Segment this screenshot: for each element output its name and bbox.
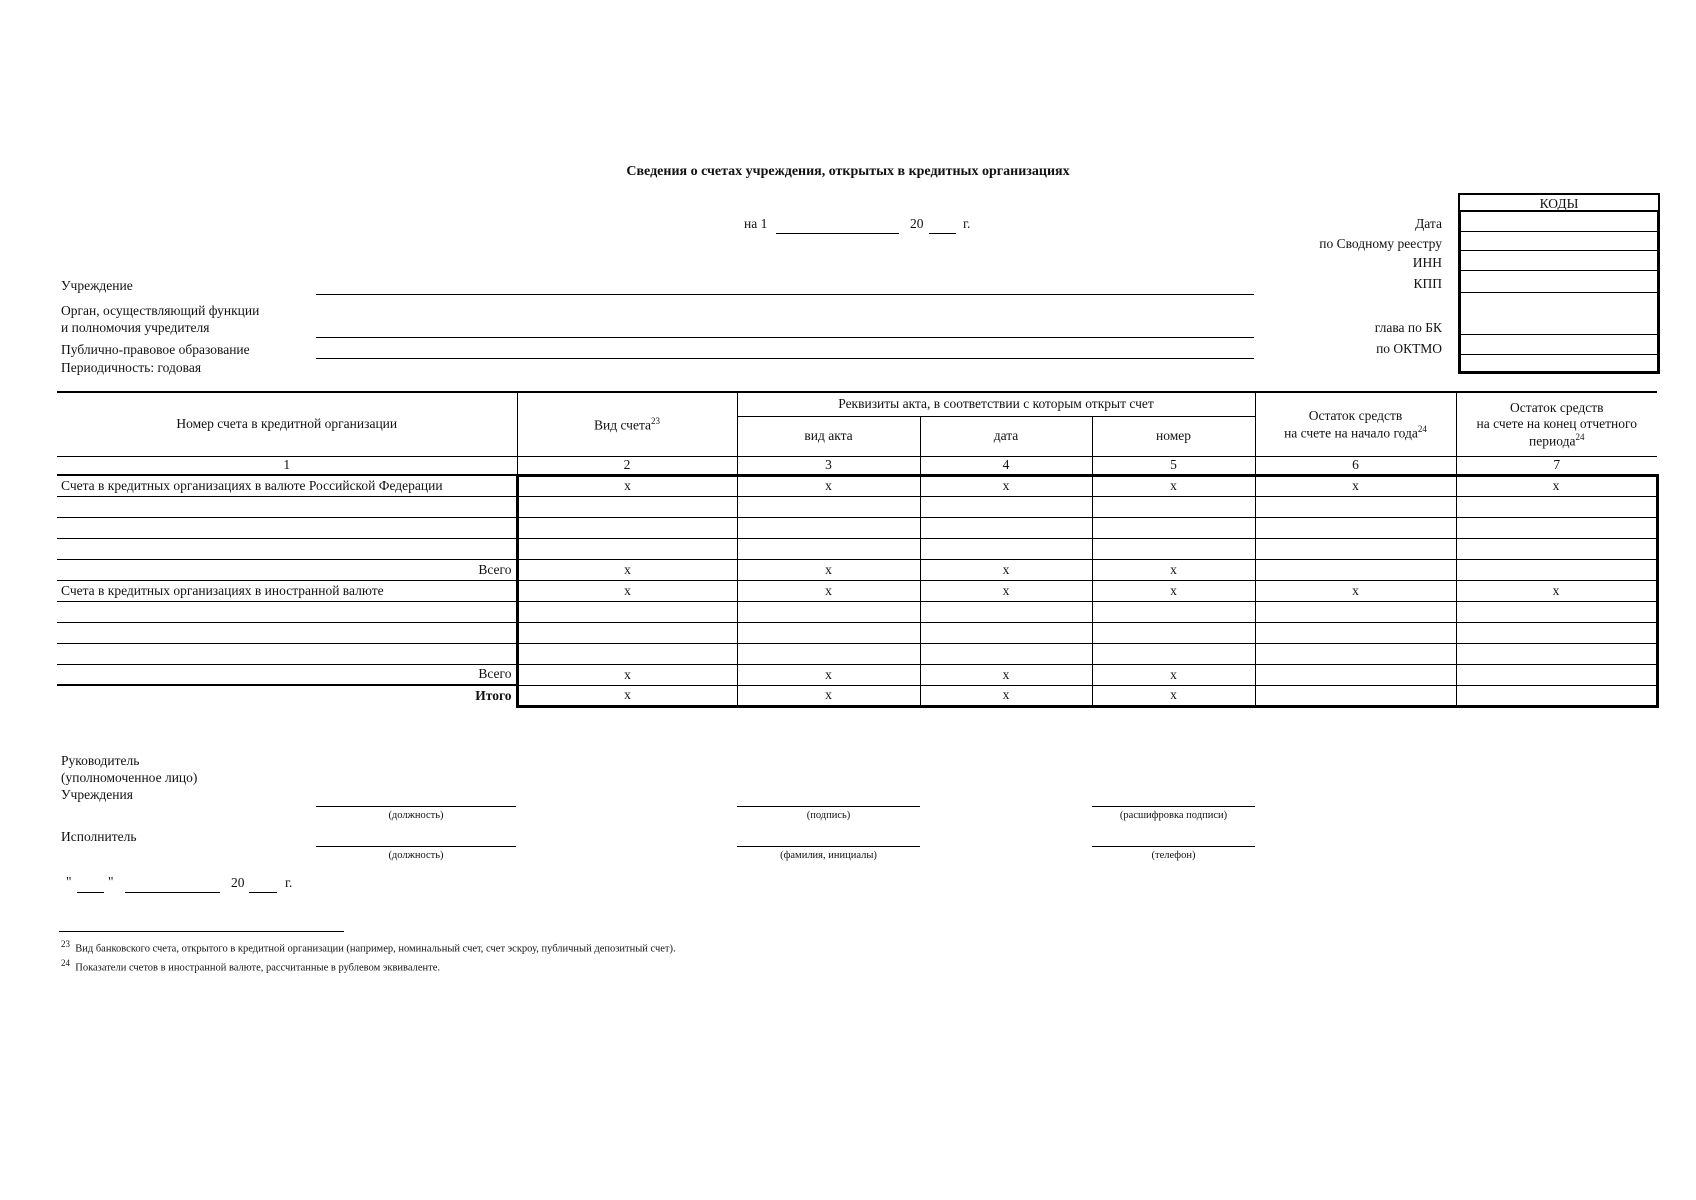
executor-phone-caption: (телефон) [1151,850,1196,861]
x-mark: x [1255,475,1456,496]
data-cell[interactable] [517,601,737,622]
header-balance-start [1255,392,1456,456]
column-number: 3 [737,456,920,475]
header-balance-start-line2-wrap [1260,424,1452,442]
accounts-table [57,391,1659,708]
data-cell[interactable] [1255,643,1456,664]
data-cell[interactable] [737,496,920,517]
header-balance-end-line2: на счете на конец отчетного [1476,415,1637,431]
header-account-number: Номер счета в кредитной организации [57,392,517,456]
head-signature-line[interactable] [737,806,920,807]
header-balance-end [1456,392,1657,456]
x-mark: x [920,664,1092,685]
x-mark: x [737,559,920,580]
code-cell-registry[interactable] [1461,232,1657,251]
column-number: 7 [1456,456,1657,475]
header-account-type [517,392,737,456]
header-act-details: Реквизиты акта, в соответствии с которым открыт счет [737,392,1255,416]
table-row [57,601,1657,622]
date-year-line[interactable] [929,233,956,234]
x-mark: x [1092,580,1255,601]
data-cell[interactable] [1255,559,1456,580]
data-cell[interactable] [517,517,737,538]
x-mark: x [920,685,1092,706]
table-row [57,622,1657,643]
footnote-24-text: Показатели счетов в иностранной валюте, рассчитанные в рублевом эквиваленте. [75,962,441,974]
date-quote-open: " [66,874,72,889]
executor-phone-line[interactable] [1092,846,1255,847]
footnote-23-text: Вид банковского счета, открытого в кредитной организации (например, номинальный счет, счет эскроу, публичный депозитный счет). [75,943,676,955]
institution-line[interactable] [316,294,1254,295]
data-cell[interactable] [1092,517,1255,538]
periodicity-label: Периодичность: годовая [61,360,202,375]
code-label-date: Дата [1415,216,1442,231]
sign-date-day-line[interactable] [77,892,104,893]
total-label: Всего [57,664,517,685]
header-balance-end-note: 24 [1575,431,1585,442]
x-mark: x [737,475,920,496]
total-row-foreign [57,664,1657,685]
code-cell-periodicity[interactable] [1461,355,1657,371]
section-row-rub [57,475,1657,496]
data-cell[interactable] [920,496,1092,517]
head-position-caption: (должность) [388,810,444,821]
header-account-type-text: Вид счета [593,417,652,432]
x-mark: x [517,580,737,601]
date-quote-close: " [108,874,114,889]
x-mark: x [920,580,1092,601]
data-cell[interactable] [1092,538,1255,559]
data-cell[interactable] [517,643,737,664]
date-prefix: на 1 [744,216,768,231]
date-day-month-line[interactable] [776,233,899,234]
code-label-bk: глава по БК [1374,320,1442,335]
code-cell-bk[interactable] [1461,293,1657,335]
head-signature-caption: (подпись) [806,810,851,821]
data-cell[interactable] [920,517,1092,538]
header-account-type-note: 23 [651,415,661,426]
footnote-23-num: 23 [61,939,70,949]
x-mark: x [517,664,737,685]
data-cell[interactable] [737,643,920,664]
column-number: 1 [57,456,517,475]
head-decoding-line[interactable] [1092,806,1255,807]
head-label-line2: (уполномоченное лицо) [61,770,198,785]
x-mark: x [1092,685,1255,706]
date-suffix: г. [963,216,971,231]
executor-position-line[interactable] [316,846,516,847]
section-label-rub: Счета в кредитных организациях в валюте Российской Федерации [57,475,517,496]
codes-box [1458,193,1660,374]
data-cell[interactable] [1456,643,1657,664]
table-row [57,517,1657,538]
head-decoding-caption: (расшифровка подписи) [1119,810,1228,821]
data-cell[interactable] [1255,622,1456,643]
header-act-date: дата [920,416,1092,456]
sign-date-month-line[interactable] [125,892,220,893]
grand-total-row [57,685,1657,706]
header-balance-end-line3: периода [1529,433,1576,448]
data-cell[interactable] [737,538,920,559]
data-cell[interactable] [1456,559,1657,580]
code-cell-date[interactable] [1461,212,1657,232]
x-mark: x [1456,475,1657,496]
code-label-registry: по Сводному реестру [1319,236,1442,251]
header-balance-end-line3-wrap [1461,432,1654,450]
sign-date-year-line[interactable] [249,892,277,893]
data-cell[interactable] [1092,496,1255,517]
data-cell[interactable] [920,622,1092,643]
account-cell[interactable] [57,601,517,622]
data-cell[interactable] [1456,685,1657,706]
sign-date-year-prefix: 20 [231,875,245,890]
data-cell[interactable] [737,517,920,538]
x-mark: x [737,685,920,706]
date-year-prefix: 20 [910,216,924,231]
public-entity-label: Публично-правовое образование [61,342,250,357]
x-mark: x [1255,580,1456,601]
header-balance-start-line2: на счете на начало года [1284,425,1418,440]
footnote-24-num: 24 [61,958,70,968]
executor-label: Исполнитель [61,829,137,844]
header-act-type: вид акта [737,416,920,456]
head-label-line1: Руководитель [61,753,140,768]
x-mark: x [1456,580,1657,601]
x-mark: x [517,685,737,706]
total-row-rub [57,559,1657,580]
x-mark: x [737,580,920,601]
footnote-23 [61,939,676,955]
data-cell[interactable] [517,538,737,559]
x-mark: x [1092,664,1255,685]
executor-name-caption: (фамилия, инициалы) [780,850,877,861]
data-cell[interactable] [737,601,920,622]
founder-label-line2: и полномочия учредителя [61,320,210,335]
table-row [57,496,1657,517]
x-mark: x [920,559,1092,580]
form-title: Сведения о счетах учреждения, открытых в кредитных организациях [626,164,1070,179]
data-cell[interactable] [1092,643,1255,664]
data-cell[interactable] [920,643,1092,664]
data-cell[interactable] [920,538,1092,559]
section-label-foreign: Счета в кредитных организациях в иностранной валюте [57,580,517,601]
table-row [57,643,1657,664]
code-cell-kpp[interactable] [1461,271,1657,293]
header-act-number: номер [1092,416,1255,456]
code-cell-oktmo[interactable] [1461,335,1657,355]
code-label-inn: ИНН [1412,255,1442,270]
head-label-line3: Учреждения [61,787,133,802]
data-cell[interactable] [1255,496,1456,517]
data-cell[interactable] [1456,517,1657,538]
data-cell[interactable] [920,601,1092,622]
account-cell[interactable] [57,538,517,559]
column-number: 2 [517,456,737,475]
account-cell[interactable] [57,643,517,664]
institution-label: Учреждение [61,278,133,293]
section-row-foreign [57,580,1657,601]
data-cell[interactable] [1092,622,1255,643]
table-row [57,538,1657,559]
column-number: 4 [920,456,1092,475]
grand-total-label: Итого [57,685,517,706]
data-cell[interactable] [1255,601,1456,622]
x-mark: x [517,475,737,496]
footnote-separator [59,931,344,932]
data-cell[interactable] [1255,538,1456,559]
column-number: 5 [1092,456,1255,475]
header-balance-start-line1: Остаток средств [1308,407,1403,423]
executor-name-line[interactable] [737,846,920,847]
executor-position-caption: (должность) [388,850,444,861]
sign-date-suffix: г. [285,875,293,890]
x-mark: x [517,559,737,580]
public-entity-line[interactable] [316,358,1254,359]
x-mark: x [1092,475,1255,496]
data-cell[interactable] [517,622,737,643]
data-cell[interactable] [1255,664,1456,685]
founder-label-line1: Орган, осуществляющий функции [61,303,260,318]
x-mark: x [1092,559,1255,580]
account-cell[interactable] [57,517,517,538]
header-balance-end-line1: Остаток средств [1509,399,1604,415]
column-number: 6 [1255,456,1456,475]
footnote-24 [61,958,440,974]
code-label-kpp: КПП [1413,276,1442,291]
data-cell[interactable] [737,622,920,643]
account-cell[interactable] [57,496,517,517]
code-cell-inn[interactable] [1461,251,1657,271]
total-label: Всего [57,559,517,580]
header-balance-start-note: 24 [1417,423,1427,434]
code-label-oktmo: по ОКТМО [1376,341,1442,356]
founder-line[interactable] [316,337,1254,338]
codes-header: КОДЫ [1458,193,1660,212]
data-cell[interactable] [1255,685,1456,706]
x-mark: x [737,664,920,685]
x-mark: x [920,475,1092,496]
data-cell[interactable] [1456,538,1657,559]
column-numbers-row [57,456,1657,475]
data-cell[interactable] [1456,622,1657,643]
data-cell[interactable] [1255,517,1456,538]
data-cell[interactable] [1092,601,1255,622]
data-cell[interactable] [517,496,737,517]
head-position-line[interactable] [316,806,516,807]
data-cell[interactable] [1456,664,1657,685]
account-cell[interactable] [57,622,517,643]
data-cell[interactable] [1456,496,1657,517]
data-cell[interactable] [1456,601,1657,622]
